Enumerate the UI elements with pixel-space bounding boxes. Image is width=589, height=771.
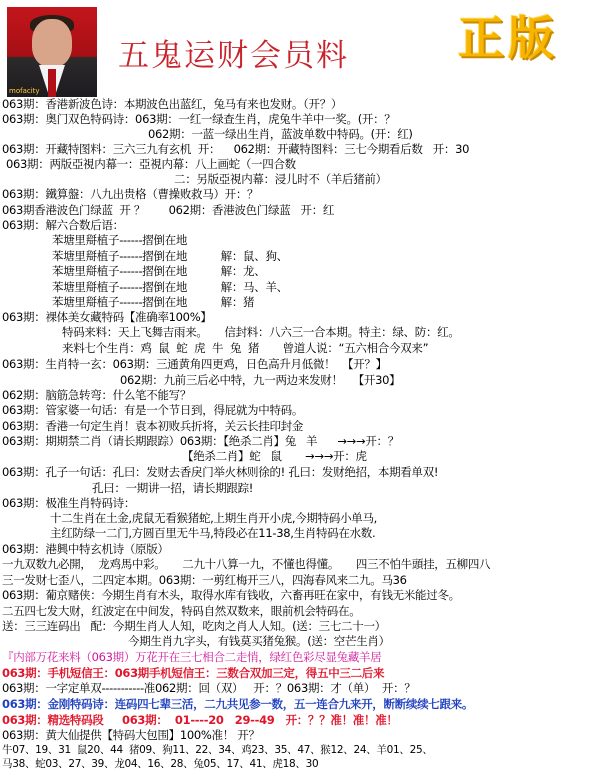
- line-24: 【绝杀二肖】蛇 鼠 →→→开：虎: [182, 449, 367, 463]
- line-39: 063期：一字定单双-----------准062期：回（双） 开：？063期：才（单） 开：？: [2, 681, 416, 695]
- line-44: 马38、蛇03、27、39、龙04、16、28、兔05、17、41、虎18、30: [2, 758, 319, 770]
- line-37: 『内部万花来料（063期）万花开在三七相合二走悄，绿红色彩尽显兔藏羊居: [2, 650, 382, 664]
- line-27: 063期：极准生肖特码诗：: [2, 496, 136, 510]
- portrait-tie: [48, 69, 56, 97]
- line-13: 苯塘里搿植子------摺倒在地 解：马、羊、: [52, 280, 288, 294]
- line-09: 063期：解六合数后语：: [2, 218, 124, 232]
- line-15: 063期：裸体美女藏特码【准确率100%】: [2, 310, 212, 324]
- line-01: 063期：香港新波色诗：本期波色出蓝红，兔马有来也发财。（开？）: [2, 97, 343, 111]
- line-05: 063期：两版亞視内幕一：亞視内幕：八上画蛇（一四合数: [6, 157, 296, 171]
- line-20: 062期：脑筋急转弯：什么笔不能写？: [2, 388, 192, 402]
- line-41: 063期：精选特码段 063期： 01----20 29--49 开：？？准！准！准！: [2, 713, 398, 727]
- line-11: 苯塘里搿植子------摺倒在地 解：鼠、狗、: [52, 249, 288, 263]
- line-19: 062期：九前三后必中特，九一两边来发财！ 【开30】: [120, 373, 401, 387]
- line-29: 主红防绿一二门,方圆百里无牛马,特段必在11-38,生肖特码在水数.: [50, 526, 376, 540]
- line-40: 063期：金刚特码诗：连码四七辈三活，二九共见参一数，五一连合九来开，断断续续七跟来。: [2, 697, 474, 711]
- page-title: 五鬼运财会员料: [118, 38, 349, 74]
- line-14: 苯塘里搿植子------摺倒在地 解：猪: [52, 295, 255, 309]
- line-36: 今期生肖九字头，有钱莫买猪兔猴。(送：空芒生肖）: [128, 634, 390, 648]
- line-06: 二：另版亞視内幕：浸儿时不（羊后猪前）: [174, 172, 387, 186]
- line-21: 063期：管家婆一句话：有是一个节日到，得屁就为中特码。: [2, 403, 304, 417]
- line-30: 063期：港興中特玄机诗（原版）: [2, 542, 169, 556]
- line-28: 十二生肖在土金,虎鼠无看猴猪蛇,上期生肖开小虎,今期特码小单马,: [50, 511, 378, 525]
- line-32: 三一发财七歪八，二四定本期。063期：一剪红梅开三八，四海春风来二九。马36: [2, 573, 407, 587]
- line-26: 孔曰：一期讲一招，请长期跟踪!: [92, 481, 254, 495]
- line-42: 063期：黄大仙提供【特码大包围】100%准！ 开？: [2, 728, 260, 742]
- line-18: 063期：生肖特一玄：063期：三通黄角四更鸡，日色高升月低微！ 【开？】: [2, 357, 387, 371]
- line-02: 063期：奥门双色特码诗：063期：一红一绿查生肖，虎兔牛羊中一奖。(开：？: [2, 112, 396, 126]
- line-23: 063期：期期禁二肖（请长期跟踪）063期：【绝杀二肖】兔 羊 →→→开：？: [2, 434, 399, 448]
- line-07: 063期：鐵算盤：八九出贵格（曹操败救马）开：？: [2, 187, 259, 201]
- portrait-face: [32, 19, 72, 67]
- line-33: 063期：葡京赌侠：今期生肖有木头，取得水库有钱收，六畜再旺在家中，有钱无米能过冬。: [2, 588, 460, 602]
- line-16: 特码来料：天上飞舞吉雨来。 信封料：八六三一合本期。特主：绿、防：红。: [62, 325, 460, 339]
- line-43: 牛07、19、31 鼠20、44 猪09、狗11、22、34、鸡23、35、47、猴12、24、羊01、25、: [2, 744, 433, 756]
- portrait-logo: mofacity: [9, 87, 40, 95]
- line-12: 苯塘里搿植子------摺倒在地 解：龙、: [52, 264, 266, 278]
- line-17: 来料七个生肖：鸡 鼠 蛇 虎 牛 兔 猪 曾道人说：“五六相合今双来”: [62, 341, 429, 355]
- line-08: 063期香港波色门绿蓝 开 ？ 062期：香港波色门绿蓝 开：红: [2, 203, 335, 217]
- authentic-stamp: 正版: [458, 11, 558, 65]
- line-31: 一九双数九必開， 龙鸡馬中彩。 二九十八算一九，不懂也得懂。 四三不怕牛頭挂，五柳四八: [2, 557, 491, 571]
- line-25: 063期：孔子一句话：孔曰：发财去香戾门举火林则徐的! 孔曰：发财绝招，本期看单双!: [2, 465, 439, 479]
- line-35: 送：三三连码出 配：今期生肖人人知，吃肉之肖人人知。(送：三七二十一）: [2, 619, 386, 633]
- line-10: 苯塘里搿植子------摺倒在地: [52, 233, 188, 247]
- line-22: 063期：香港一句定生肖！袁本初败兵折将，关云长挂印封金: [2, 419, 304, 433]
- line-03: 062期：一蓝一绿出生肖，蓝波单数中特码。(开：红): [148, 127, 413, 141]
- line-34: 二五四七发大财，红波定在中间发，特码自然双数来，眼前机会特码在。: [2, 604, 361, 618]
- line-38: 063期：手机短信王：063期手机短信王：三数合双加三定，得五中三二后来: [2, 666, 385, 680]
- line-04: 063期：开藏特图料：三六三九有玄机 开： 062期：开藏特图料：三七今期看后数 开：30: [2, 142, 470, 156]
- portrait-photo: [7, 7, 97, 97]
